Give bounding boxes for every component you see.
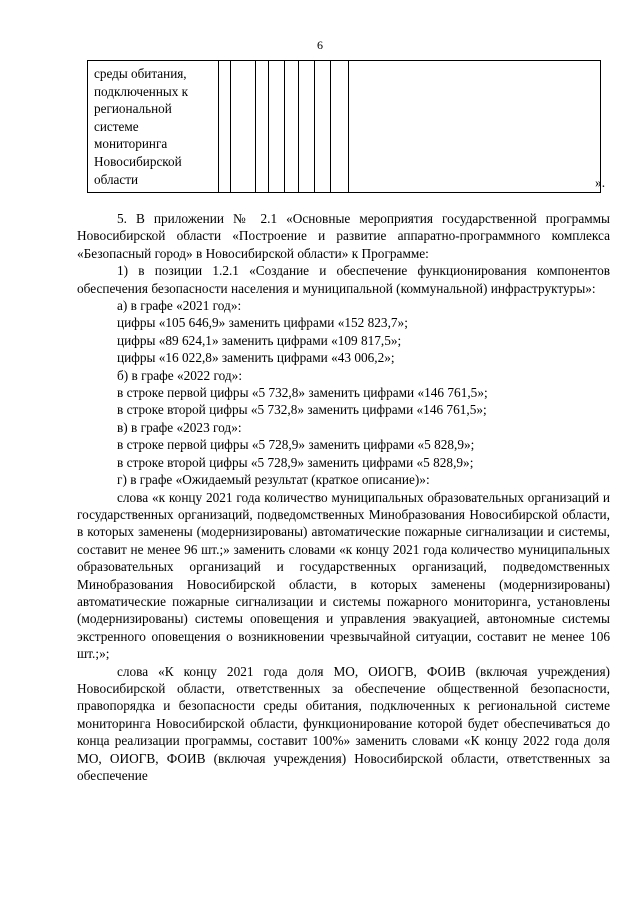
page-number: 6 bbox=[317, 38, 323, 52]
table-cell bbox=[269, 61, 285, 193]
table-cell bbox=[315, 61, 331, 193]
paragraph: цифры «89 624,1» заменить цифрами «109 817,5»; bbox=[117, 332, 402, 348]
table-closing-quote: ». bbox=[595, 175, 606, 190]
table-line: области bbox=[94, 171, 139, 187]
table-cell bbox=[285, 61, 299, 193]
table-line: подключенных к bbox=[94, 83, 189, 99]
paragraph: слова «К концу 2021 года доля МО, ОИОГВ, ФОИВ (включая учреждения) Новосибирской области, ответственных за обеспечение общественной безопасности, правопорядка и безопасности среды обитания, подключенных к региональной системе мониторинга Новосибирской области, функционирование которой будет обеспечиваться до конца реализации программы, составит 100%» заменить словами «К концу 2022 года доля МО, ОИОГВ, ФОИВ (включая учреждения) Новосибирской области, ответственных за обеспечение bbox=[77, 663, 610, 783]
document-body bbox=[77, 210, 610, 784]
paragraph: цифры «16 022,8» заменить цифрами «43 006,2»; bbox=[117, 350, 395, 366]
paragraph: 1) в позиции 1.2.1 «Создание и обеспечение функционирования компонентов обеспечения безопасности населения и муниципальной (коммунальной) инфраструктуры»: bbox=[77, 263, 610, 296]
paragraph: г) в графе «Ожидаемый результат (краткое описание)»: bbox=[117, 472, 430, 488]
paragraph: слова «к концу 2021 года количество муниципальных образовательных организаций и государственных организаций, подведомственных Минобразования Новосибирской области, в которых заменены (модернизированы) автоматические пожарные сигнализации и системы, составит не менее 96 шт.;» заменить словами «к концу 2021 года количество муниципальных образовательных организаций и государственных организаций, подведомственных Минобразования Новосибирской области, в которых заменены (модернизированы) автоматические пожарные сигнализации и системы пожарного мониторинга, установлены (модернизированы) системы оповещения и управления эвакуацией, автономные системы экстренного оповещения о возникновении чрезвычайной ситуации, составит не менее 106 шт.;»; bbox=[77, 489, 610, 662]
table-cell bbox=[231, 61, 256, 193]
paragraph: цифры «105 646,9» заменить цифрами «152 823,7»; bbox=[117, 315, 408, 331]
paragraph: 5. В приложении № 2.1 «Основные мероприятия государственной программы Новосибирской области «Построение и развитие аппаратно-программного комплекса «Безопасный город» в Новосибирской области» к Программе: bbox=[77, 211, 610, 261]
table-line: региональной bbox=[94, 101, 172, 117]
paragraph: в строке первой цифры «5 728,9» заменить цифрами «5 828,9»; bbox=[117, 437, 475, 453]
paragraph: а) в графе «2021 год»: bbox=[117, 298, 242, 314]
table-cell-text bbox=[88, 61, 219, 193]
paragraph: в строке первой цифры «5 732,8» заменить цифрами «146 761,5»; bbox=[117, 385, 488, 401]
paragraph: в) в графе «2023 год»: bbox=[117, 419, 242, 435]
table-line: системе bbox=[94, 118, 139, 134]
paragraph: б) в графе «2022 год»: bbox=[117, 367, 243, 383]
table-line: мониторинга bbox=[94, 136, 168, 152]
paragraph: в строке второй цифры «5 732,8» заменить цифрами «146 761,5»; bbox=[117, 402, 487, 418]
table-cell bbox=[331, 61, 349, 193]
table-line: Новосибирской bbox=[94, 153, 182, 169]
continued-table bbox=[87, 60, 601, 193]
table-line: среды обитания, bbox=[94, 66, 187, 81]
table-cell bbox=[256, 61, 269, 193]
paragraph: в строке второй цифры «5 728,9» заменить цифрами «5 828,9»; bbox=[117, 454, 474, 470]
table-cell bbox=[349, 61, 601, 193]
table-cell bbox=[299, 61, 315, 193]
table-cell bbox=[219, 61, 231, 193]
